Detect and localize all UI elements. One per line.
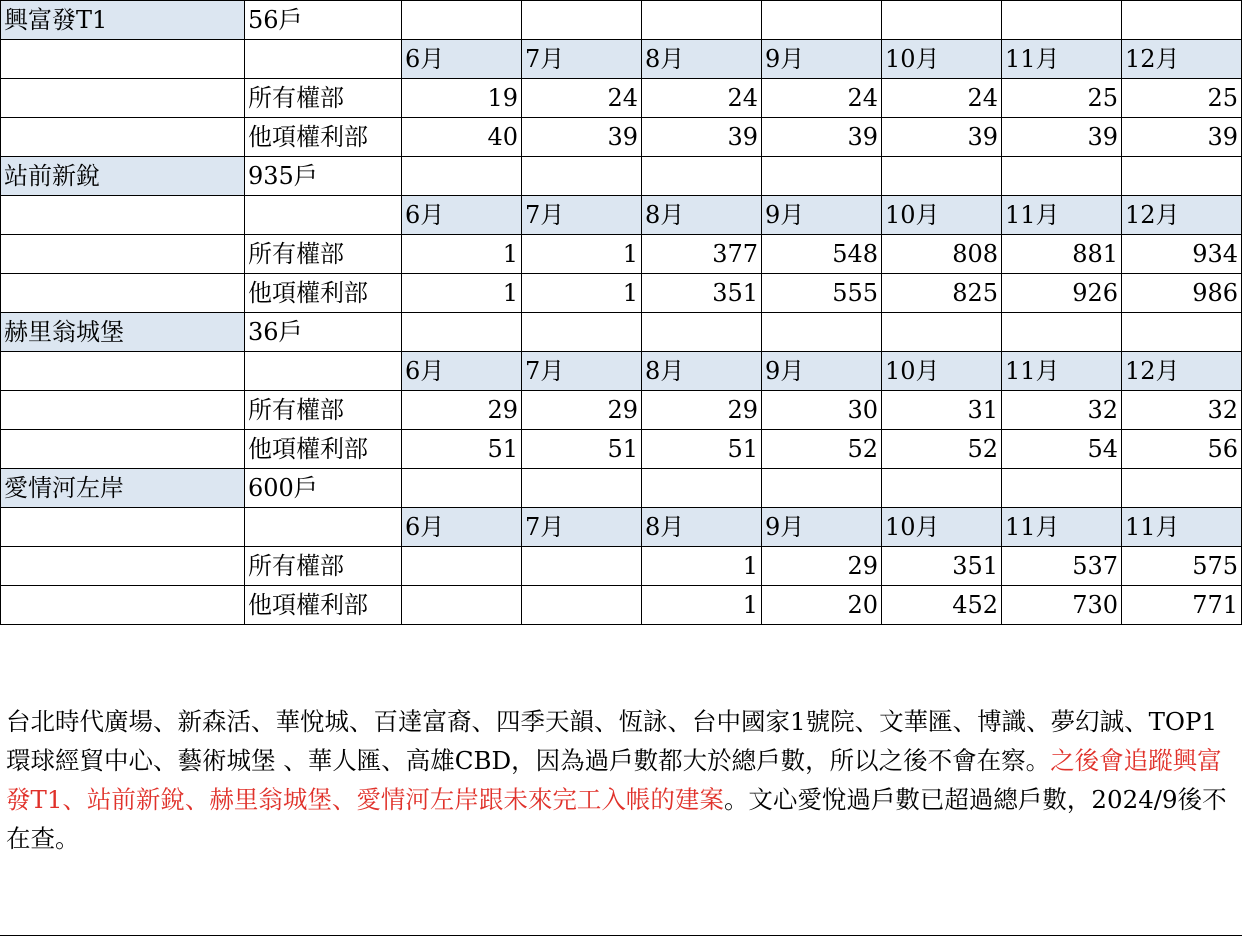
note-text-highlight: 之後會追蹤興富發T1、站前新銳、赫里翁城堡、愛情河左岸跟未來完工入帳的建案 <box>6 746 1222 814</box>
month-cell[interactable]: 11月 <box>1122 508 1242 547</box>
value-cell[interactable]: 1 <box>642 586 762 625</box>
month-header-row <box>1 196 1242 235</box>
note-text-1: 台北時代廣場、新森活、華悅城、百達富裔、四季天韻、恆詠、台中國家1號院、文華匯、博識、夢幻誠、TOP1環球經貿中心、藝術城堡 、華人匯、高雄CBD，因為過戶數都大於總戶數，所以之後不會在察。 <box>6 707 1218 775</box>
value-cell[interactable]: 32 <box>1002 391 1122 430</box>
month-cell[interactable]: 9月 <box>762 40 882 79</box>
empty-cell[interactable] <box>1002 1 1122 40</box>
row-label-cell[interactable]: 他項權利部 <box>245 586 402 625</box>
project-units-cell[interactable]: 600戶 <box>245 469 402 508</box>
value-cell[interactable]: 25 <box>1002 79 1122 118</box>
value-cell[interactable]: 1 <box>642 547 762 586</box>
month-cell[interactable]: 8月 <box>642 508 762 547</box>
value-cell[interactable]: 40 <box>402 118 522 157</box>
empty-cell[interactable] <box>1 274 245 313</box>
project-name-cell[interactable]: 興富發T1 <box>1 1 245 40</box>
empty-cell[interactable] <box>882 1 1002 40</box>
value-cell[interactable]: 52 <box>882 430 1002 469</box>
empty-cell[interactable] <box>1122 313 1242 352</box>
month-cell[interactable]: 7月 <box>522 196 642 235</box>
value-cell[interactable]: 54 <box>1002 430 1122 469</box>
value-cell[interactable]: 20 <box>762 586 882 625</box>
data-row <box>1 430 1242 469</box>
month-cell[interactable]: 11月 <box>1002 352 1122 391</box>
month-header-row <box>1 40 1242 79</box>
value-cell[interactable]: 986 <box>1122 274 1242 313</box>
value-cell[interactable]: 808 <box>882 235 1002 274</box>
month-cell[interactable]: 7月 <box>522 40 642 79</box>
row-label-cell[interactable]: 他項權利部 <box>245 274 402 313</box>
empty-cell[interactable] <box>1122 1 1242 40</box>
value-cell[interactable]: 771 <box>1122 586 1242 625</box>
project-name-cell[interactable]: 赫里翁城堡 <box>1 313 245 352</box>
project-name-cell[interactable]: 站前新銳 <box>1 157 245 196</box>
value-cell[interactable]: 25 <box>1122 79 1242 118</box>
row-label-cell[interactable]: 所有權部 <box>245 547 402 586</box>
value-cell[interactable]: 24 <box>642 79 762 118</box>
row-label-cell[interactable]: 他項權利部 <box>245 430 402 469</box>
empty-cell[interactable] <box>1 430 245 469</box>
value-cell[interactable]: 29 <box>762 547 882 586</box>
value-cell[interactable]: 51 <box>522 430 642 469</box>
month-cell[interactable]: 9月 <box>762 352 882 391</box>
row-label-cell[interactable]: 所有權部 <box>245 391 402 430</box>
value-cell[interactable]: 32 <box>1122 391 1242 430</box>
value-cell[interactable]: 39 <box>882 118 1002 157</box>
row-label-cell[interactable]: 他項權利部 <box>245 118 402 157</box>
empty-cell[interactable] <box>1 586 245 625</box>
data-row <box>1 118 1242 157</box>
month-cell[interactable]: 11月 <box>1002 508 1122 547</box>
empty-cell[interactable] <box>245 352 402 391</box>
note-text-2: 。文心愛悅過戶數已超過總戶數，2024/9後不在查。 <box>6 785 1227 853</box>
empty-cell[interactable] <box>762 469 882 508</box>
empty-cell[interactable] <box>882 469 1002 508</box>
value-cell[interactable]: 1 <box>522 274 642 313</box>
value-cell[interactable]: 1 <box>522 235 642 274</box>
value-cell[interactable]: 24 <box>522 79 642 118</box>
month-cell[interactable]: 10月 <box>882 352 1002 391</box>
month-cell[interactable]: 12月 <box>1122 352 1242 391</box>
value-cell[interactable]: 24 <box>882 79 1002 118</box>
value-cell[interactable]: 39 <box>642 118 762 157</box>
empty-cell[interactable] <box>1 196 245 235</box>
value-cell[interactable]: 39 <box>1122 118 1242 157</box>
month-cell[interactable]: 9月 <box>762 508 882 547</box>
empty-cell[interactable] <box>1002 469 1122 508</box>
empty-cell[interactable] <box>522 157 642 196</box>
empty-cell[interactable] <box>1002 313 1122 352</box>
month-header-row <box>1 508 1242 547</box>
project-units-cell[interactable]: 56戶 <box>245 1 402 40</box>
month-cell[interactable]: 8月 <box>642 40 762 79</box>
row-label-cell[interactable]: 所有權部 <box>245 79 402 118</box>
empty-cell[interactable] <box>1122 157 1242 196</box>
value-cell[interactable]: 452 <box>882 586 1002 625</box>
value-cell[interactable] <box>402 586 522 625</box>
value-cell[interactable]: 1 <box>402 235 522 274</box>
empty-cell[interactable] <box>402 1 522 40</box>
value-cell[interactable]: 537 <box>1002 547 1122 586</box>
value-cell[interactable]: 351 <box>882 547 1002 586</box>
empty-cell[interactable] <box>1 391 245 430</box>
empty-cell[interactable] <box>642 469 762 508</box>
value-cell[interactable]: 31 <box>882 391 1002 430</box>
month-cell[interactable]: 8月 <box>642 352 762 391</box>
value-cell[interactable] <box>402 547 522 586</box>
month-cell[interactable]: 7月 <box>522 508 642 547</box>
data-row <box>1 274 1242 313</box>
month-cell[interactable]: 11月 <box>1002 40 1122 79</box>
note-paragraph <box>6 702 1231 858</box>
value-cell[interactable]: 575 <box>1122 547 1242 586</box>
empty-cell[interactable] <box>642 1 762 40</box>
month-cell[interactable]: 10月 <box>882 40 1002 79</box>
month-cell[interactable]: 6月 <box>402 352 522 391</box>
project-header-row <box>1 469 1242 508</box>
empty-cell[interactable] <box>882 157 1002 196</box>
value-cell[interactable]: 52 <box>762 430 882 469</box>
project-units-cell[interactable]: 935戶 <box>245 157 402 196</box>
empty-cell[interactable] <box>1122 469 1242 508</box>
empty-cell[interactable] <box>522 1 642 40</box>
month-cell[interactable]: 6月 <box>402 508 522 547</box>
month-cell[interactable]: 10月 <box>882 508 1002 547</box>
data-row <box>1 235 1242 274</box>
empty-cell[interactable] <box>1 118 245 157</box>
value-cell[interactable] <box>522 586 642 625</box>
value-cell[interactable]: 29 <box>642 391 762 430</box>
value-cell[interactable]: 39 <box>522 118 642 157</box>
empty-cell[interactable] <box>1 352 245 391</box>
value-cell[interactable]: 825 <box>882 274 1002 313</box>
value-cell[interactable]: 24 <box>762 79 882 118</box>
value-cell[interactable]: 29 <box>522 391 642 430</box>
empty-cell[interactable] <box>1 547 245 586</box>
empty-cell[interactable] <box>1002 157 1122 196</box>
month-cell[interactable]: 8月 <box>642 196 762 235</box>
month-header-row <box>1 352 1242 391</box>
empty-cell[interactable] <box>762 1 882 40</box>
empty-cell[interactable] <box>402 313 522 352</box>
value-cell[interactable]: 730 <box>1002 586 1122 625</box>
data-row <box>1 391 1242 430</box>
empty-cell[interactable] <box>1 508 245 547</box>
value-cell[interactable]: 39 <box>1002 118 1122 157</box>
month-cell[interactable]: 7月 <box>522 352 642 391</box>
value-cell[interactable]: 39 <box>762 118 882 157</box>
empty-cell[interactable] <box>402 469 522 508</box>
empty-cell[interactable] <box>1 235 245 274</box>
value-cell[interactable]: 926 <box>1002 274 1122 313</box>
month-cell[interactable]: 11月 <box>1002 196 1122 235</box>
value-cell[interactable]: 351 <box>642 274 762 313</box>
value-cell[interactable]: 1 <box>402 274 522 313</box>
value-cell[interactable]: 548 <box>762 235 882 274</box>
data-row <box>1 586 1242 625</box>
value-cell[interactable]: 30 <box>762 391 882 430</box>
value-cell[interactable]: 19 <box>402 79 522 118</box>
empty-cell[interactable] <box>245 196 402 235</box>
empty-cell[interactable] <box>882 313 1002 352</box>
value-cell[interactable]: 51 <box>402 430 522 469</box>
row-label-cell[interactable]: 所有權部 <box>245 235 402 274</box>
project-header-row <box>1 1 1242 40</box>
empty-cell[interactable] <box>522 469 642 508</box>
empty-cell[interactable] <box>522 313 642 352</box>
project-header-row <box>1 157 1242 196</box>
value-cell[interactable]: 555 <box>762 274 882 313</box>
project-header-row <box>1 313 1242 352</box>
bottom-border <box>0 935 1242 936</box>
empty-cell[interactable] <box>402 157 522 196</box>
value-cell[interactable]: 51 <box>642 430 762 469</box>
empty-cell[interactable] <box>1 40 245 79</box>
empty-cell[interactable] <box>642 313 762 352</box>
month-cell[interactable]: 12月 <box>1122 40 1242 79</box>
empty-cell[interactable] <box>762 157 882 196</box>
value-cell[interactable]: 881 <box>1002 235 1122 274</box>
project-units-cell[interactable]: 36戶 <box>245 313 402 352</box>
value-cell[interactable]: 934 <box>1122 235 1242 274</box>
empty-cell[interactable] <box>245 40 402 79</box>
project-name-cell[interactable]: 愛情河左岸 <box>1 469 245 508</box>
month-cell[interactable]: 10月 <box>882 196 1002 235</box>
value-cell[interactable]: 377 <box>642 235 762 274</box>
data-row <box>1 79 1242 118</box>
month-cell[interactable]: 6月 <box>402 196 522 235</box>
month-cell[interactable]: 9月 <box>762 196 882 235</box>
empty-cell[interactable] <box>762 313 882 352</box>
month-cell[interactable]: 12月 <box>1122 196 1242 235</box>
month-cell[interactable]: 6月 <box>402 40 522 79</box>
empty-cell[interactable] <box>245 508 402 547</box>
data-row <box>1 547 1242 586</box>
value-cell[interactable] <box>522 547 642 586</box>
value-cell[interactable]: 29 <box>402 391 522 430</box>
empty-cell[interactable] <box>1 79 245 118</box>
empty-cell[interactable] <box>642 157 762 196</box>
value-cell[interactable]: 56 <box>1122 430 1242 469</box>
